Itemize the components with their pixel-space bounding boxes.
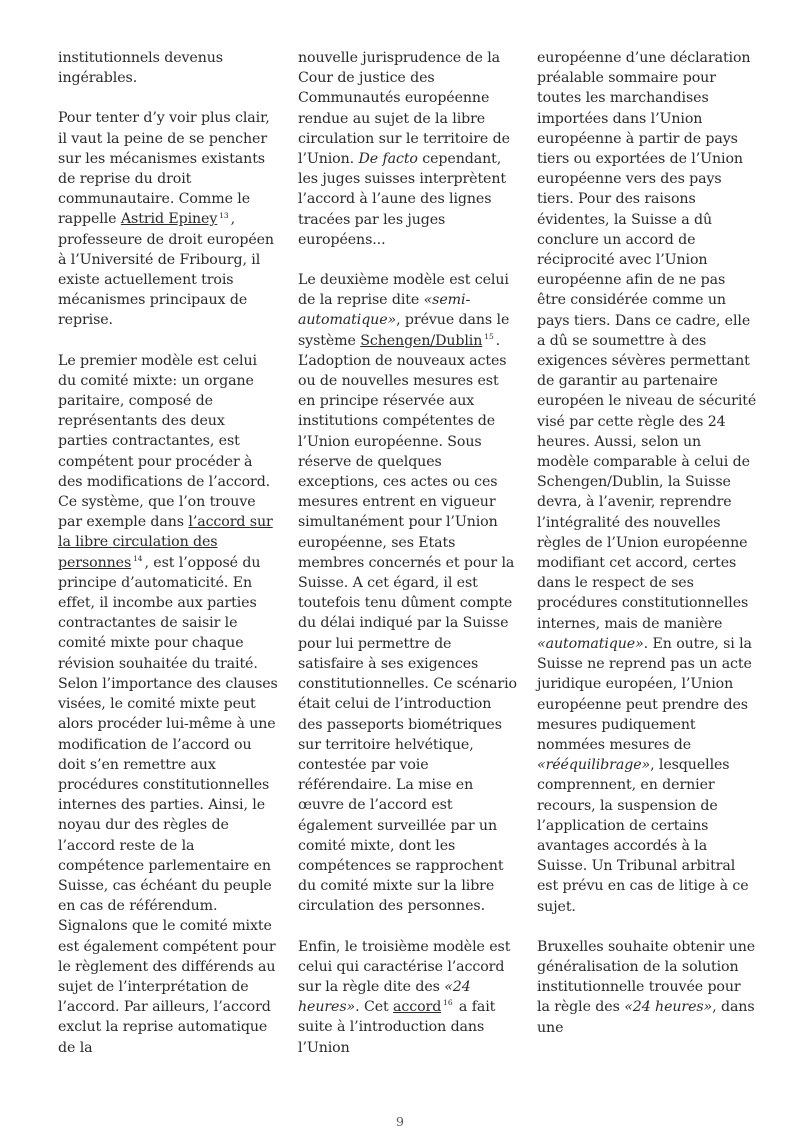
column-3	[537, 48, 757, 1058]
column-2	[298, 48, 518, 1078]
page-number: 9	[396, 1114, 404, 1129]
paragraph: Bruxelles souhaite obtenir une généralisation de la solution institutionnelle trouvée pour la règle des «24 heures», dans une	[537, 938, 756, 1036]
paragraph: Enfin, le troisième modèle est celui qui caractérise l’accord sur la règle dite des «24 heures». Cet accord $^{16}$ a fait suite à l’introduction dans l’Union	[298, 938, 511, 1056]
paragraph: européenne d’une déclaration préalable sommaire pour toutes les marchandises importées dans l’Union européenne à partir de pays tiers ou exportées de l’Union européenne vers des pays tiers. Pour des raisons évidentes, la Suisse a dû conclure un accord de réciprocité avec l’Union européenne afin de ne pas être considérée comme un pays tiers. Dans ce cadre, elle a dû se soumettre à des exigences sévères permettant de garantir au partenaire européen le niveau de sécurité visé par cette règle des 24 heures. Aussi, selon un modèle comparable à celui de Schengen/Dublin, la Suisse devra, à l’avenir, reprendre l’intégralité des nouvelles règles de l’Union européenne modifiant cet accord, certes dans le respect de ses procédures constitutionnelles internes, mais de manière «automatique». En outre, si la Suisse ne reprend pas un acte juridique européen, l’Union européenne peut prendre des mesures pudiquement nommées mesures de «rééquilibrage», lesquelles comprennent, en dernier recours, la suspension de l’application de certains avantages accordés à la Suisse. Un Tribunal arbitral est prévu en cas de litige à ce sujet.	[537, 50, 757, 915]
footnote-ref-16[interactable]: 16	[443, 998, 453, 1008]
paragraph: Le deuxième modèle est celui de la reprise dite «semi-automatique», prévue dans le système Schengen/Dublin $^{15}$ . L’adoption de nouveaux actes ou de nouvelles mesures est en principe réservée aux institutions compétentes de l’Union européenne. Sous réserve de quelques exceptions, ces actes ou ces mesures entrent en vigueur simultanément pour l’Union européenne, ses Etats membres concernés et pour la Suisse. A cet égard, il est toutefois tenu dûment compte du délai indiqué par la Suisse pour lui permettre de satisfaire à ses exigences constitutionnelles. Ce scénario était celui de l’introduction des passeports biométriques sur territoire helvétique, contestée par voie référendaire. La mise en œuvre de l’accord est également surveillée par un comité mixte, dont les compétences se rapprochent du comité mixte sur la libre circulation des personnes.	[298, 272, 517, 915]
link-accord-libre-circulation[interactable]: l’accord sur la libre circulation des personnes	[58, 514, 273, 571]
link-astrid-epiney[interactable]: Astrid Epiney	[120, 211, 218, 228]
link-schengen-dublin[interactable]: Schengen/Dublin	[360, 332, 483, 349]
paragraph: nouvelle jurisprudence de la Cour de justice des Communautés européenne rendue au sujet de la libre circulation sur le territoire de l’Union. De facto cependant, les juges suisses interprètent l’accord à l’aune des lignes tracées par les juges européens...	[298, 50, 510, 248]
paragraph: Pour tenter d’y voir plus clair, il vaut la peine de se pencher sur les mécanismes existants de reprise du droit communautaire. Comme le rappelle Astrid Epiney $^{13}$ , professeure de droit européen à l’Université de Fribourg, il existe actuellement trois mécanismes principaux de reprise.	[58, 110, 274, 329]
column-1	[58, 48, 278, 1078]
paragraph: Le premier modèle est celui du comité mixte: un organe paritaire, composé de représentants des deux parties contractantes, est compétent pour procéder à des modifications de l’accord. Ce système, que l’on trouve par exemple dans l’accord sur la libre circulation des personnes $^{14}$ , est l’opposé du principe d’automaticité. En effet, il incombe aux parties contractantes de saisir le comité mixte pour chaque révision souhaitée du traité. Selon l’importance des clauses visées, le comité mixte peut alors procéder lui-même à une modification de l’accord ou doit s’en remettre aux procédures constitutionnelles internes des parties. Ainsi, le noyau dur des règles de l’accord reste de la compétence parlementaire en Suisse, cas échéant du peuple en cas de référendum. Signalons que le comité mixte est également compétent pour le règlement des différends au sujet de l’interprétation de l’accord. Par ailleurs, l’accord exclut la reprise automatique de la	[58, 352, 278, 1056]
footnote-ref-14[interactable]: 14	[133, 553, 143, 563]
link-accord[interactable]: accord	[393, 999, 442, 1016]
footnote-ref-15[interactable]: 15	[484, 331, 494, 341]
footnote-ref-13[interactable]: 13	[219, 210, 229, 220]
paragraph: institutionnels devenus ingérables.	[58, 50, 223, 87]
